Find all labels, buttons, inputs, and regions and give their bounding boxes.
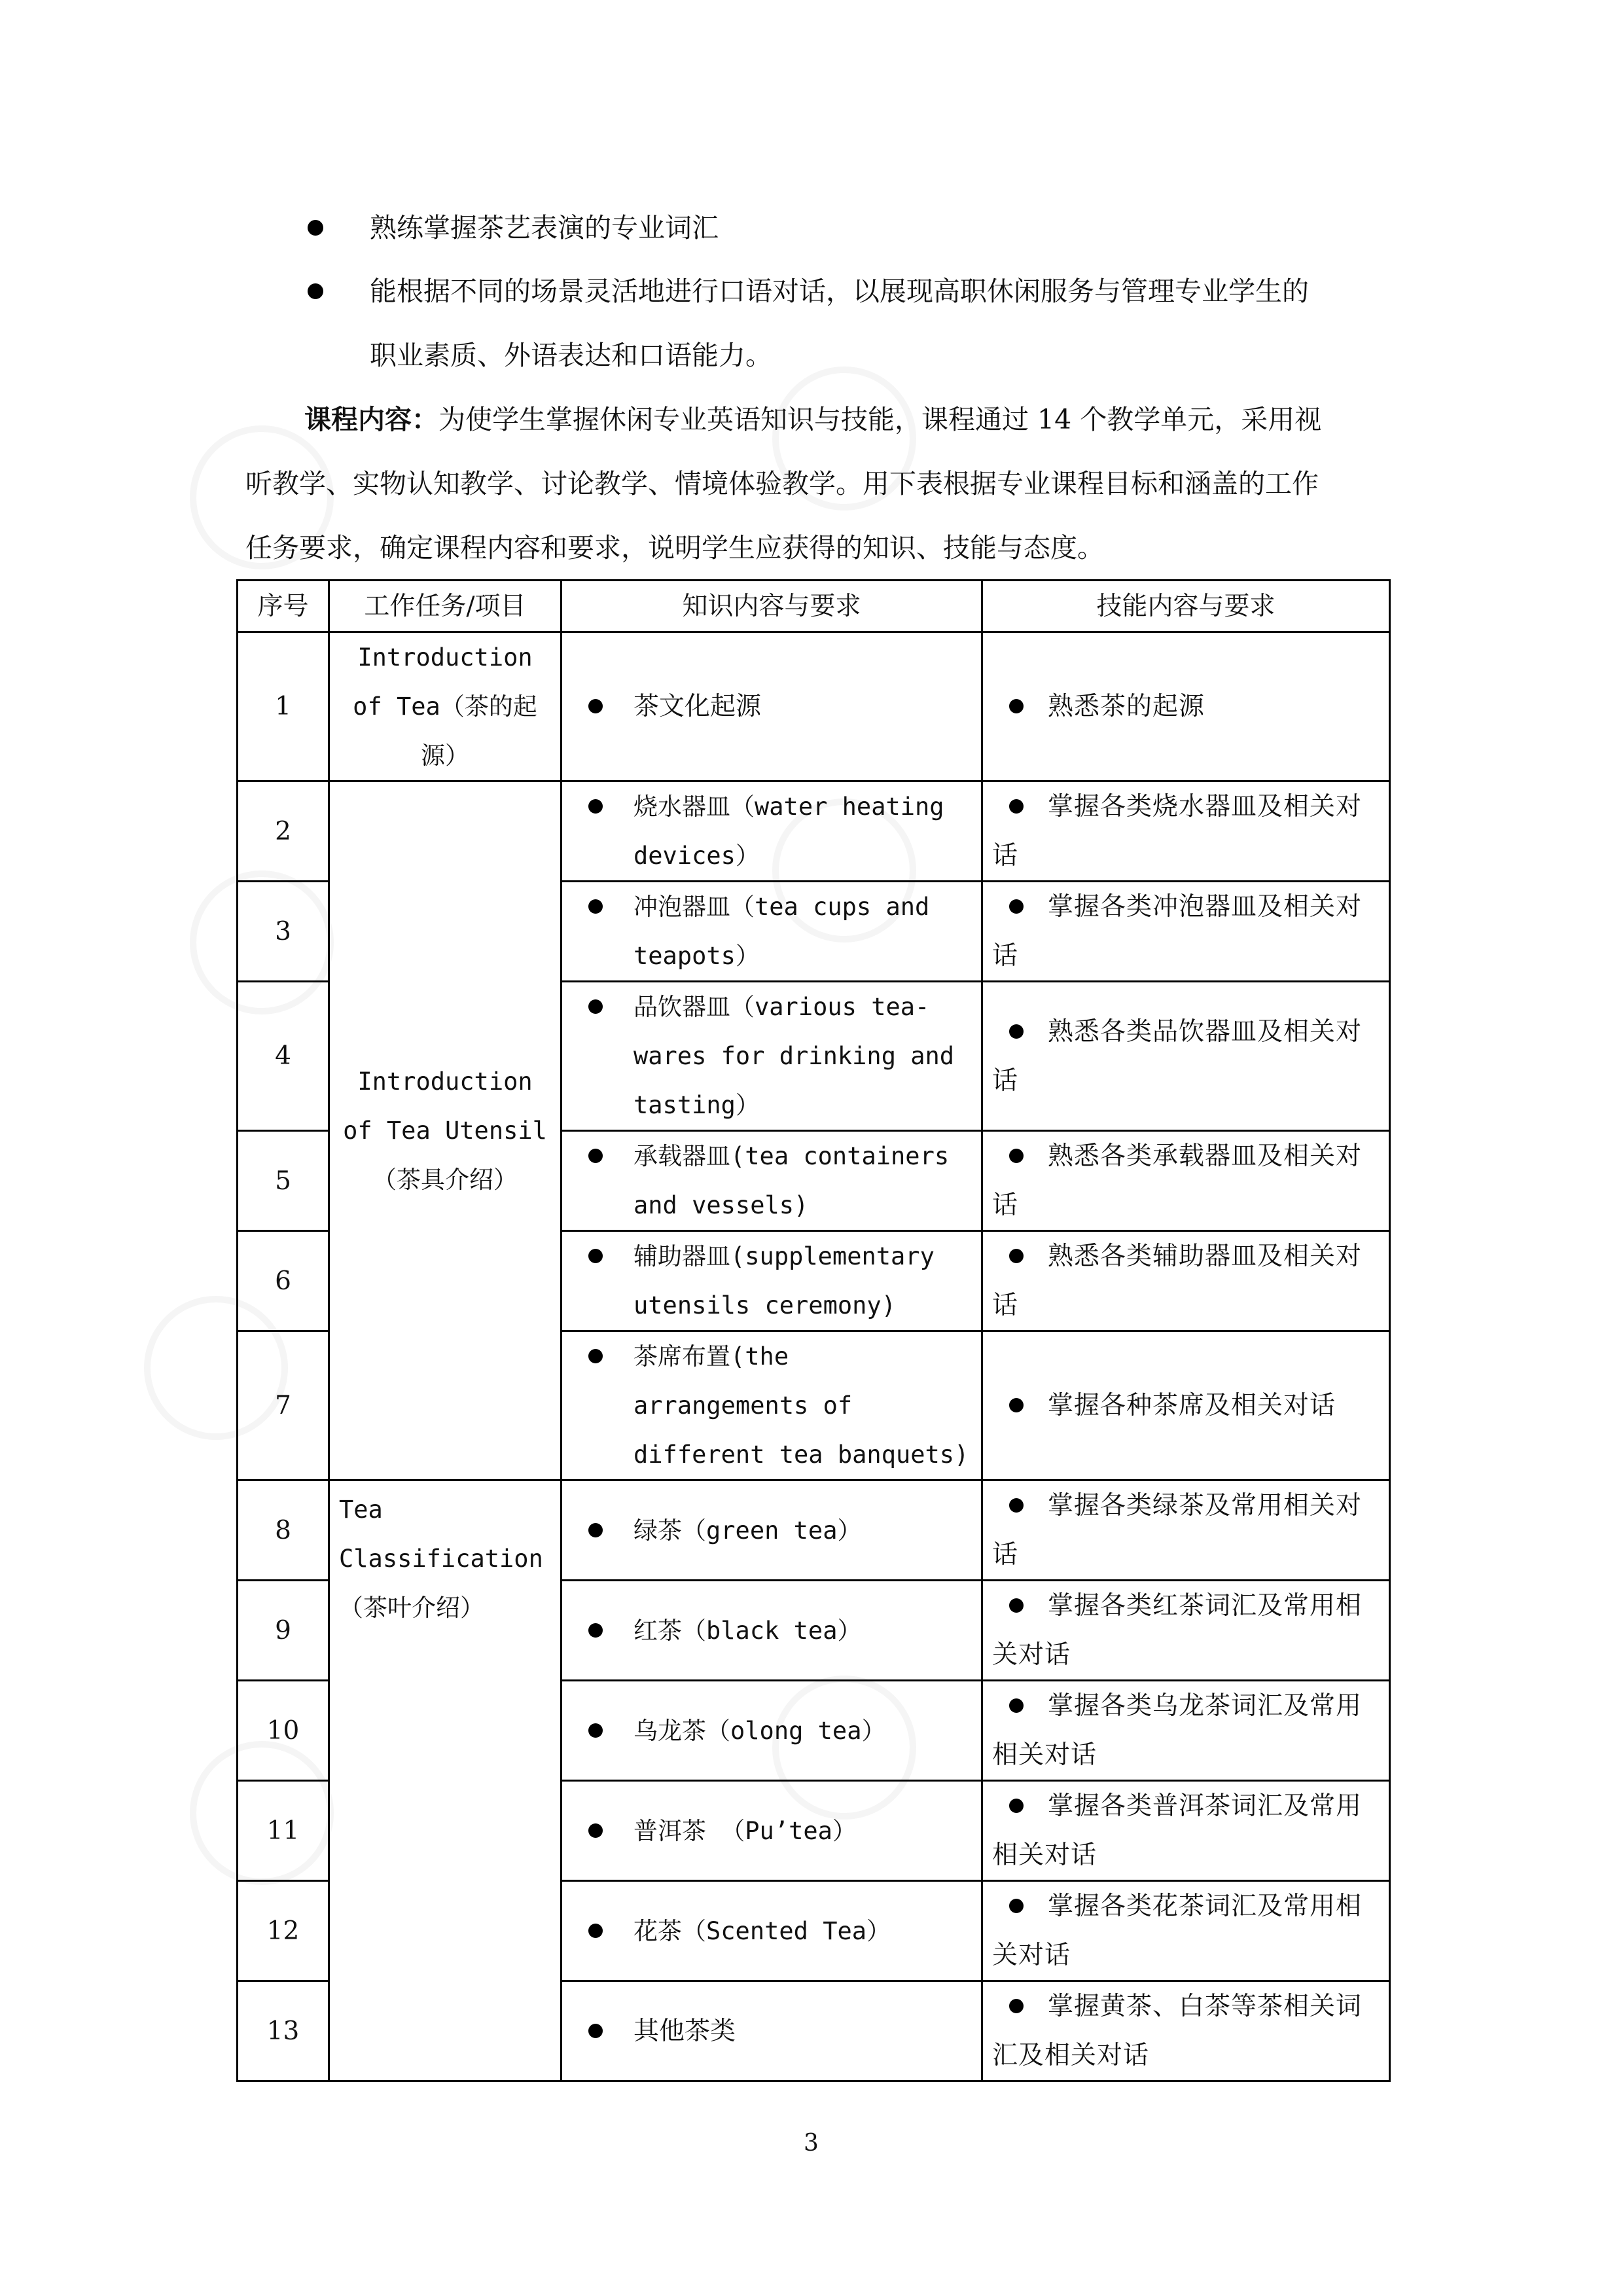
bullet-icon	[1009, 1899, 1024, 1913]
skill-text: 熟悉各类辅助器皿及相关对话	[992, 1242, 1363, 1320]
skill-text: 掌握各类烧水器皿及相关对话	[992, 792, 1363, 870]
row-number: 1	[238, 632, 329, 781]
knowledge-cell	[562, 1681, 982, 1781]
table-row	[238, 1480, 1390, 1581]
skill-cell	[982, 1881, 1390, 1981]
bullet-icon	[1009, 1498, 1024, 1513]
skill-cell	[982, 781, 1390, 882]
bullet-icon	[588, 1523, 603, 1537]
bullet-icon	[1009, 1598, 1024, 1613]
bullet-icon	[588, 699, 603, 713]
skill-text: 掌握各类乌龙茶词汇及常用相关对话	[992, 1691, 1363, 1770]
skill-text: 掌握各类花茶词汇及常用相关对话	[992, 1892, 1363, 1970]
skill-cell	[982, 1681, 1390, 1781]
bullet-icon	[588, 1924, 603, 1938]
task-label: Introduction of Tea Utensil（茶具介绍）	[343, 1067, 547, 1194]
skill-cell	[982, 882, 1390, 982]
skill-cell	[982, 1131, 1390, 1231]
page-number: 3	[804, 2130, 819, 2157]
row-number: 6	[238, 1231, 329, 1331]
course-content-paragraph	[304, 387, 1436, 452]
row-number: 7	[238, 1331, 329, 1480]
row-number: 12	[238, 1881, 329, 1981]
row-number: 13	[238, 1981, 329, 2081]
table-row	[238, 632, 1390, 781]
knowledge-text: 冲泡器皿（tea cups and teapots）	[633, 893, 930, 970]
bullet-icon	[588, 1249, 603, 1263]
skill-text: 掌握各类普洱茶词汇及常用相关对话	[992, 1791, 1363, 1870]
task-cell	[329, 1480, 562, 2081]
knowledge-cell	[562, 1480, 982, 1581]
row-number: 9	[238, 1581, 329, 1681]
header-skill: 技能内容与要求	[982, 581, 1390, 632]
knowledge-cell	[562, 982, 982, 1131]
knowledge-cell	[562, 1781, 982, 1881]
bullet-icon	[588, 2024, 603, 2038]
bullet-icon	[588, 799, 603, 814]
header-knowledge: 知识内容与要求	[562, 581, 982, 632]
knowledge-text: 烧水器皿（water heating devices）	[633, 793, 944, 870]
row-number: 2	[238, 781, 329, 882]
row-number: 3	[238, 882, 329, 982]
table-header-row	[238, 581, 1390, 632]
knowledge-text: 绿茶（green tea）	[633, 1516, 862, 1545]
knowledge-text: 承载器皿(tea containers and vessels)	[633, 1142, 950, 1219]
bullet-icon	[1009, 899, 1024, 914]
skill-text: 掌握各类红茶词汇及常用相关对话	[992, 1591, 1363, 1670]
row-number: 5	[238, 1131, 329, 1231]
knowledge-text: 乌龙茶（olong tea）	[633, 1716, 886, 1745]
knowledge-text: 辅助器皿(supplementary utensils ceremony)	[633, 1242, 935, 1319]
skill-text: 掌握黄茶、白茶等茶相关词汇及相关对话	[992, 1992, 1363, 2070]
task-cell	[329, 632, 562, 781]
knowledge-cell	[562, 1581, 982, 1681]
bullet-icon	[1009, 799, 1024, 814]
task-cell	[329, 781, 562, 1480]
bullet-icon	[308, 283, 323, 299]
bullet-icon	[588, 1149, 603, 1163]
table-row	[238, 781, 1390, 882]
knowledge-cell	[562, 1981, 982, 2081]
skill-cell	[982, 1231, 1390, 1331]
bullet-icon	[588, 999, 603, 1014]
task-label: Introduction of Tea（茶的起源）	[353, 643, 537, 770]
skill-text: 掌握各种茶席及相关对话	[1048, 1391, 1336, 1420]
bullet-icon	[1009, 1398, 1024, 1412]
bullet-icon	[588, 1823, 603, 1838]
row-number: 8	[238, 1480, 329, 1581]
course-content-line: 听教学、实物认知教学、讨论教学、情境体验教学。用下表根据专业课程目标和涵盖的工作	[245, 468, 1319, 499]
bullet-icon	[1009, 1999, 1024, 2013]
skill-text: 熟悉各类承载器皿及相关对话	[992, 1141, 1363, 1220]
bullet-icon	[1009, 699, 1024, 713]
skill-text: 掌握各类绿茶及常用相关对话	[992, 1491, 1363, 1570]
knowledge-text: 茶席布置(the arrangements of different tea banquets)	[633, 1342, 969, 1469]
knowledge-text: 茶文化起源	[633, 692, 762, 721]
bullet-item: 熟练掌握茶艺表演的专业词汇	[370, 212, 719, 243]
knowledge-text: 红茶（black tea）	[633, 1616, 862, 1645]
skill-cell	[982, 1480, 1390, 1581]
course-content-table	[236, 579, 1391, 2082]
skill-text: 熟悉各类品饮器皿及相关对话	[992, 1016, 1363, 1096]
bullet-icon	[1009, 1799, 1024, 1813]
skill-cell	[982, 632, 1390, 781]
knowledge-text: 普洱茶 （Pu’tea）	[633, 1816, 857, 1845]
bullet-icon	[1009, 1249, 1024, 1263]
bullet-icon	[308, 220, 323, 236]
bullet-icon	[1009, 1149, 1024, 1163]
bullet-icon	[588, 1623, 603, 1638]
header-task: 工作任务/项目	[329, 581, 562, 632]
header-no: 序号	[238, 581, 329, 632]
knowledge-cell	[562, 781, 982, 882]
knowledge-cell	[562, 1331, 982, 1480]
skill-text: 熟悉茶的起源	[1048, 692, 1205, 721]
course-content-line: 任务要求，确定课程内容和要求，说明学生应获得的知识、技能与态度。	[245, 532, 1104, 564]
course-content-label: 课程内容：	[304, 404, 438, 435]
bullet-icon	[1009, 1024, 1024, 1039]
row-number: 4	[238, 982, 329, 1131]
bullet-icon	[588, 899, 603, 914]
knowledge-cell	[562, 882, 982, 982]
knowledge-cell	[562, 1881, 982, 1981]
bullet-icon	[588, 1349, 603, 1363]
bullet-item-continuation: 职业素质、外语表达和口语能力。	[370, 340, 772, 371]
knowledge-cell	[562, 1231, 982, 1331]
skill-cell	[982, 1331, 1390, 1480]
bullet-icon	[1009, 1698, 1024, 1713]
bullet-item: 能根据不同的场景灵活地进行口语对话，以展现高职休闲服务与管理专业学生的	[370, 276, 1309, 307]
row-number: 11	[238, 1781, 329, 1881]
knowledge-text: 其他茶类	[633, 2016, 736, 2046]
knowledge-text: 花茶（Scented Tea）	[633, 1916, 891, 1945]
knowledge-text: 品饮器皿（various tea-wares for drinking and tasting）	[633, 993, 955, 1119]
skill-cell	[982, 982, 1390, 1131]
skill-text: 掌握各类冲泡器皿及相关对话	[992, 892, 1363, 971]
course-content-line: 为使学生掌握休闲专业英语知识与技能，课程通过 14 个教学单元，采用视	[438, 404, 1322, 435]
bullet-icon	[588, 1723, 603, 1738]
task-label: Tea Classification（茶叶介绍）	[339, 1496, 543, 1622]
skill-cell	[982, 1581, 1390, 1681]
knowledge-cell	[562, 632, 982, 781]
skill-cell	[982, 1781, 1390, 1881]
row-number: 10	[238, 1681, 329, 1781]
skill-cell	[982, 1981, 1390, 2081]
knowledge-cell	[562, 1131, 982, 1231]
